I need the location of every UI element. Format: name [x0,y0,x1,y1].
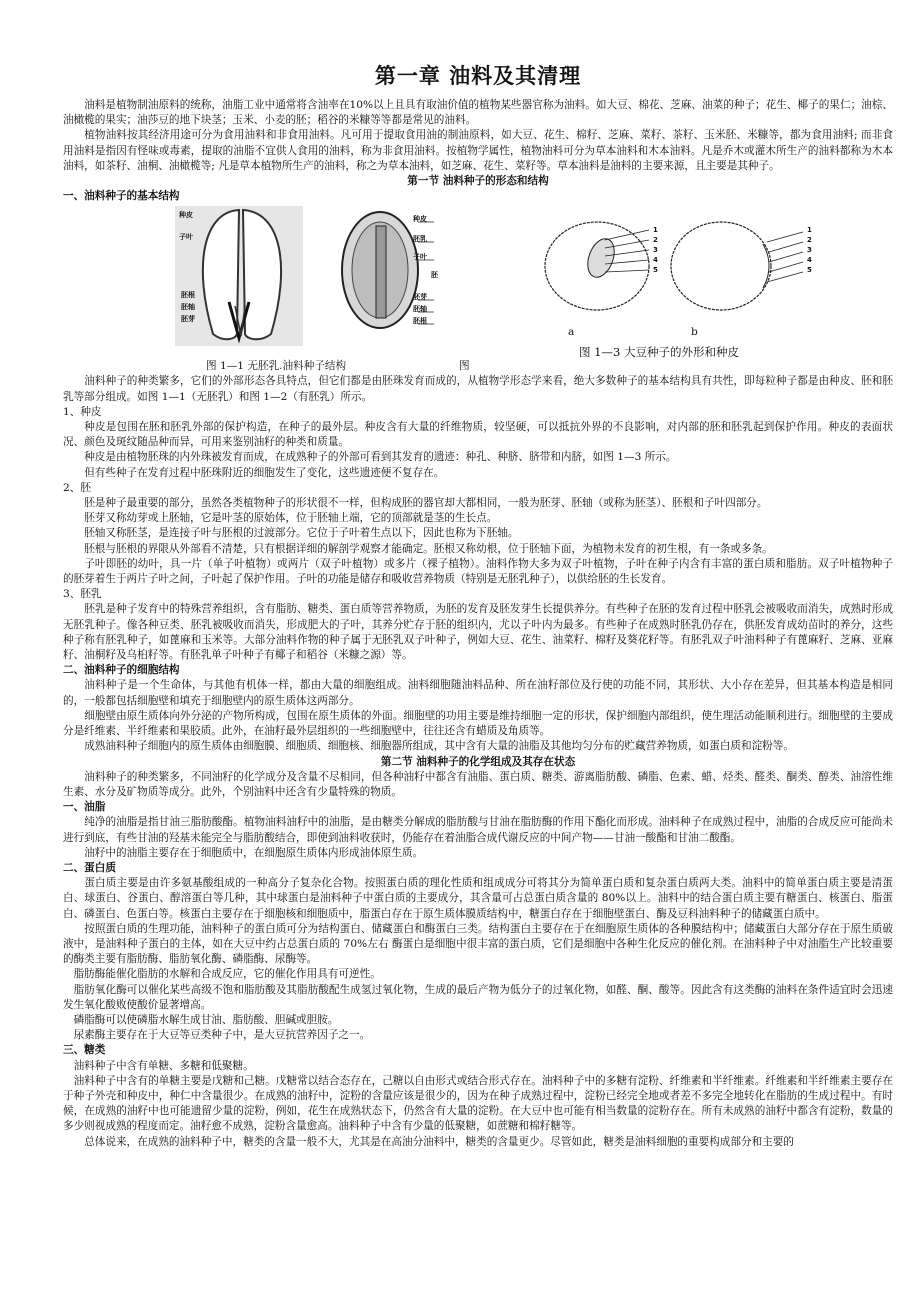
paragraph: 油料种子是一个生命体，与其他有机体一样，都由大量的细胞组成。油料细胞随油料品种、所在油籽部位及行使的功能不同，其形状、大小存在差异，但其基本构造是相同的，一般都包括细胞壁和填充于细胞壁内的原生质体这两部分。 [63,679,893,707]
figure-number: 4 [653,256,658,265]
paragraph: 子叶即胚的幼叶，具一片（单子叶植物）或两片（双子叶植物）或多片（裸子植物）。油料作物大多为双子叶植物，子叶在种子内含有丰富的蛋白质和脂肪。双子叶植物种子的胚芽着生于两片子叶之间，子叶起了保护作用。子叶的功能是储存和吸收营养物质（特别是无胚乳种子），以供给胚的生长发育。 [63,557,893,586]
intro-section [63,98,893,174]
paragraph: 油籽中的油脂主要存在于细胞质中，在细胞原生质体内形成油体原生质。 [84,846,424,859]
figure-label: 胚乳 [413,235,427,244]
subsection-heading: 二、油料种子的细胞结构 [63,664,180,677]
subsection-heading: 一、油脂 [63,801,106,814]
body-section-5 [63,876,893,1043]
paragraph: 但有些种子在发育过程中胚珠附近的细胞发生了变化，这些遗迹便不复存在。 [84,466,445,479]
body-section-4 [63,815,893,861]
figure-label: 胚芽 [413,293,427,302]
figure-caption: 图 1—1 无胚乳.油料种子结构 [206,360,347,373]
figure-number: 2 [653,236,658,245]
paragraph: 胚是种子最重要的部分，虽然各类植物种子的形状很不一样，但构成胚的器官却大都相同，一般为胚芽、胚轴（或称为胚茎）、胚根和子叶四部分。 [84,497,768,510]
paragraph: 油料种子中含有单糖、多糖和低聚糖。 [73,1059,254,1072]
subsection-heading: 三、糖类 [63,1044,106,1057]
section-heading: 第二节 油料种子的化学组成及其存在状态 [380,755,576,768]
paragraph: 1、种皮 [63,405,102,418]
figure-label: 胚轴 [413,305,427,314]
paragraph: 纯净的油脂是指甘油三脂肪酸酯。植物油料油籽中的油脂，是由糖类分解成的脂肪酸与甘油在脂肪酶的作用下酯化而形成。油料种子在成熟过程中，油脂的合成反应可能尚未进行到底，有些甘油的羟基未能完全与脂肪酸结合，即使到油料收获时，仍能存在着油脂合成代谢反应的中间产物——甘油一酸酯和甘油二酸酯。 [63,816,893,844]
paragraph: 3、胚乳 [63,588,102,601]
section-heading: 第一节 油料种子的形态和结构 [407,175,549,188]
figure-number: 1 [807,226,812,235]
paragraph: 脂肪氧化酶可以催化某些高级不饱和脂肪酸及其脂肪酸配生成氢过氧化物，生成的最后产物为低分子的过氧化物，如醛、酮、酸等。因此含有这类酶的油料在条件适宜时会迅速发生氧化酸败使酸价显著增高。 [63,983,893,1011]
body-section-3 [63,770,893,800]
body-section-2 [63,678,893,754]
figure-label: 种皮 [179,211,193,220]
figures-row [63,204,893,374]
figure-number: 5 [653,266,658,275]
paragraph: 脂肪酶能催化脂肪的水解和合成反应，它的催化作用具有可逆性。 [73,968,381,981]
paragraph: 磷脂酶可以使磷脂水解生成甘油、脂肪酸、胆碱或胆胺。 [73,1013,339,1026]
figure-number: 5 [807,266,812,275]
subsection-heading: 一、油料种子的基本结构 [63,190,180,203]
paragraph: 植物油料按其经济用途可分为食用油料和非食用油料。凡可用于提取食用油的制油原料，如大豆、花生、棉籽、芝麻、菜籽、茶籽、玉米胚、米糠等，都为食用油料; 而非食用油料是指因有怪味或毒素，提取的油脂不宜供人食用的油料，称为非食用油料。按植物学属性，植物油料可分为草本油料和木本油料。凡是乔木或灌木所生产的油料都称为木本油料，如茶籽、油桐、油橄榄等; 凡是草本植物所生产的油料，称之为草本油料，如芝麻、花生、菜籽等。草本油料是油料的主要来源，且主要是其种子。 [63,129,893,172]
figure-number: 2 [807,236,812,245]
figure-label: 胚根 [413,317,427,326]
body-section-1 [63,374,893,663]
figure-caption: 图 1—3 大豆种子的外形和种皮 [579,345,739,360]
paragraph: 成熟油料种子细胞内的原生质体由细胞膜、细胞质、细胞核、细胞器所组成，其中含有大量的油脂及其他均匀分布的贮藏营养物质，如蛋白质和淀粉等。 [84,740,794,753]
body-section-6 [63,1059,893,1150]
paragraph: 总体说来，在成熟的油料种子中，糖类的含量一般不大，尤其是在高油分油料中，糖类的含量更少。尽管如此，糖类是油料细胞的重要构成部分和主要的 [84,1135,794,1148]
chapter-title: 第一章 油料及其清理 [374,64,582,88]
figure-label: 子叶 [179,233,193,242]
figure-number: 3 [807,246,812,255]
subsection-heading: 二、蛋白质 [63,861,116,874]
paragraph: 油料种子中含有的单糖主要是戊糖和己糖。戊糖常以结合态存在，己糖以自由形式或结合形式存在。油料种子中的多糖有淀粉、纤维素和半纤维素。纤维素和半纤维素主要存在于种子外壳和种皮中，种仁中含量很少。在成熟的油籽中，淀粉的含量应该是很少的，因为在种子成熟过程中，淀粉已经完全地或者差不多完全地转化在脂肪的生成过程中。有时候，在成熟的油籽中也可能遗留少量的淀粉，例如，花生在成熟状态下，仍然含有大量的淀粉。在大豆中也可能有相当数量的淀粉存在。所有未成熟的油籽中都含有淀粉，数量的多少则视成熟的程度而定。油籽愈不成熟，淀粉含量愈高。油料种子中含有少量的低聚糖，如蔗糖和棉籽糖等。 [63,1074,893,1133]
paragraph: 种皮是包围在胚和胚乳外部的保护构造，在种子的最外层。种皮含有大量的纤维物质，较坚硬，可以抵抗外界的不良影响，对内部的胚和胚乳起到保护作用。种皮的表面状况、颜色及斑纹随品种而异，可用来鉴别油籽的种类和质量。 [63,421,893,449]
figure-caption: 图 [459,360,470,373]
paragraph: 细胞壁由原生质体向外分泌的产物所构成，包围在原生质体的外面。细胞壁的功用主要是维持细胞一定的形状，保护细胞内部组织，使生理活动能顺利进行。细胞壁的主要成分是纤维素、半纤维素和果胶质。此外，在油籽最外层组织的一些细胞壁中，往往还含有蜡质及角质等。 [63,709,893,738]
figure-label: 子叶 [413,253,427,262]
paragraph: 胚芽又称幼芽或上胚轴，它是叶茎的原始体，位于胚轴上端，它的顶部就是茎的生长点。 [84,512,498,525]
seed-structure-figure-2 [336,208,436,348]
paragraph: 油料是植物制油原料的统称，油脂工业中通常将含油率在10%以上且具有取油价值的植物某些器官称为油料。如大豆、棉花、芝麻、油菜的种子；花生、椰子的果仁；油棕、油橄榄的果实；油莎豆的地下块茎；玉米、小麦的胚；稻谷的米糠等等都是常见的油料。 [63,99,893,127]
seed-structure-figure-1 [173,206,313,356]
figure-label: 胚根 [181,291,195,300]
figure-number: 4 [807,256,812,265]
figure-number: 3 [653,246,658,255]
paragraph: 2、胚 [63,481,91,494]
paragraph: 蛋白质主要是由许多氨基酸组成的一种高分子复杂化合物。按照蛋白质的理化性质和组成成分可将其分为简单蛋白质和复杂蛋白质两大类。油料中的简单蛋白质主要是清蛋白、球蛋白、谷蛋白、醇溶蛋白等几种，其中球蛋白是油料种子中蛋白质的主要成分，其含量可占总蛋白质含量的 80%以上。油料中的结合蛋白质主要有糖蛋白、核蛋白、脂蛋白、磷蛋白、色蛋白等。核蛋白主要存在于细胞核和细胞质中，脂蛋白存在于原生质体膜质结构中，糖蛋白存在于细胞壁蛋白、酶及豆科油料种子的储藏蛋白质中。 [63,877,893,920]
document-page [63,60,893,1150]
figure-caption: a [568,326,575,339]
paragraph: 胚轴又称胚茎，是连接子叶与胚根的过渡部分。它位于子叶着生点以下，因此也称为下胚轴。 [84,527,519,540]
paragraph: 油料种子的种类繁多，它们的外部形态各具特点，但它们都是由胚珠发育而成的，从植物学形态学来看，绝大多数种子的基本结构具有共性，即每粒种子都是由种皮、胚和胚乳等部分组成。如图 1—1（无胚乳）和图 1—2（有胚乳）所示。 [63,375,893,403]
figure-label: 胚轴 [181,303,195,312]
figure-label: 胚芽 [181,315,195,324]
figure-number: 1 [653,226,658,235]
paragraph: 胚根与胚根的界限从外部看不清楚，只有根据详细的解剖学观察才能确定。胚根又称幼根，位于胚轴下面，为植物未发育的初生根，有一条或多条。 [84,542,773,555]
paragraph: 油料种子的种类繁多，不同油籽的化学成分及含量不尽相同，但各种油籽中都含有油脂、蛋白质、糖类、游离脂肪酸、磷脂、色素、蜡、烃类、醛类、酮类、醇类、油溶性维生素、水分及矿物质等成分。此外，个别油料中还含有少量特殊的物质。 [63,770,893,798]
paragraph: 种皮是由植物胚珠的内外珠被发育而成，在成熟种子的外部可看到其发育的遗迹：种孔、种脐、脐带和内脐，如图 1—3 所示。 [84,451,677,464]
figure-caption: b [691,326,698,339]
soybean-figure-b [663,218,813,318]
paragraph: 尿素酶主要存在于大豆等豆类种子中，是大豆抗营养因子之一。 [73,1029,371,1042]
figure-label: 胚 [431,271,438,280]
figure-label: 种皮 [413,215,427,224]
paragraph: 按照蛋白质的生理功能，油料种子的蛋白质可分为结构蛋白、储藏蛋白和酶蛋白三类。结构蛋白主要存在于在细胞原生质体的各种膜结构中；储藏蛋白大部分存在于原生质破液中，是油料种子蛋白的主体，如在大豆中约占总蛋白质的 70%左右 酶蛋白是细胞中很丰富的蛋白质，它们是细胞中各种生化反应的催化剂。在油料种子中对油脂生产比较重要的酶类主要有脂肪酶、脂肪氧化酶、磷脂酶、尿酶等。 [63,922,893,966]
paragraph: 胚乳是种子发育中的特殊营养组织，含有脂肪、糖类、蛋白质等营养物质，为胚的发育及胚发芽生长提供养分。有些种子在胚的发育过程中胚乳会被吸收而消失，成熟时形成无胚乳种子。像各种豆类、胚乳被吸收而消失，形成肥大的子叶，其养分贮存于胚的组织内，尤以子叶内为最多。有些种子在成熟时胚乳仍存在，供胚发育成幼苗时的养分，这些种子称有胚乳种子，如蓖麻和玉米等。大部分油料作物的种子属于无胚乳双子叶种子，例如大豆、花生、油菜籽、棉籽及葵花籽等。有胚乳双子叶油料种子有蓖麻籽、芝麻、亚麻籽、油桐籽及乌桕籽等。有胚乳单子叶种子有椰子和稻谷（米糠之源）等。 [63,603,893,662]
